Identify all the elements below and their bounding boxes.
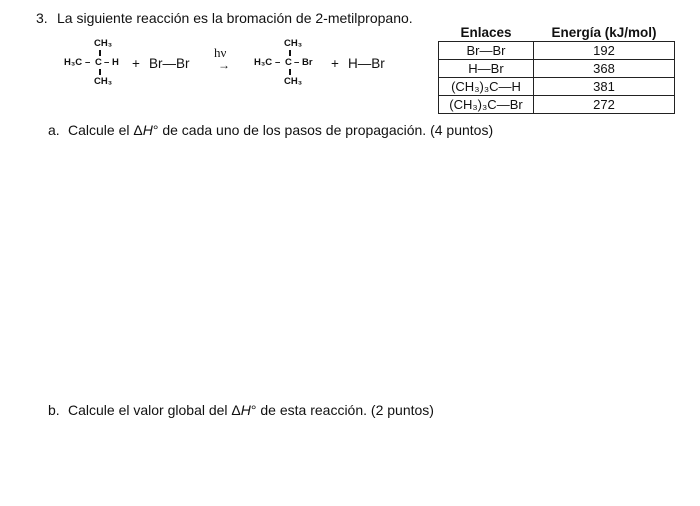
bond-cell: (CH₃)₃C—H <box>439 78 534 96</box>
reactant-top-methyl: CH₃ <box>94 38 113 49</box>
energy-cell: 381 <box>534 78 675 96</box>
energy-cell: 272 <box>534 96 675 114</box>
question-statement: La siguiente reacción es la bromación de 2-metilpropano. <box>57 10 413 26</box>
header-bonds: Enlaces <box>439 24 534 42</box>
bond-line <box>99 50 101 56</box>
bond-dash: – <box>85 57 91 68</box>
bond-cell: Br—Br <box>439 42 534 60</box>
table-header-row <box>439 24 675 42</box>
table-row <box>439 42 675 60</box>
energy-cell: 368 <box>534 60 675 78</box>
bond-dash: – <box>294 57 300 68</box>
bond-cell: (CH₃)₃C—Br <box>439 96 534 114</box>
bond-cell: H—Br <box>439 60 534 78</box>
plus-sign-1: + <box>132 56 140 71</box>
bond-dash: – <box>104 57 110 68</box>
header-energy: Energía (kJ/mol) <box>534 24 675 42</box>
question-number: 3. <box>36 10 48 26</box>
product-central-carbon: C <box>285 57 292 68</box>
part-b-label: b. <box>48 402 60 418</box>
product-tert-butyl-bromide <box>254 39 329 89</box>
product-hydrogen-bromide: H—Br <box>348 56 385 71</box>
part-b-prompt: Calcule el valor global del ΔH° de esta reacción. (2 puntos) <box>68 402 434 418</box>
reactant-isobutane <box>64 39 134 89</box>
bond-line <box>99 69 101 75</box>
product-bromine-atom: Br <box>302 57 313 68</box>
product-left-group: H₃C <box>254 57 273 68</box>
reaction-arrow: → <box>218 58 230 72</box>
table-row <box>439 96 675 114</box>
table-row <box>439 78 675 96</box>
reactant-bromine: Br—Br <box>149 56 190 71</box>
product-bottom-methyl: CH₃ <box>284 76 303 87</box>
part-a-prompt: Calcule el ΔH° de cada uno de los pasos de propagación. (4 puntos) <box>68 122 494 138</box>
reactant-left-group: H₃C <box>64 57 83 68</box>
energy-cell: 192 <box>534 42 675 60</box>
bond-energy-table <box>438 24 675 114</box>
table-row <box>439 60 675 78</box>
bond-line <box>289 69 291 75</box>
plus-sign-2: + <box>331 56 339 71</box>
part-a-label: a. <box>48 122 60 138</box>
reactant-central-carbon: C <box>95 57 102 68</box>
product-top-methyl: CH₃ <box>284 38 303 49</box>
bond-dash: – <box>275 57 281 68</box>
reaction-condition-light: hν <box>214 45 227 60</box>
reactant-hydrogen: H <box>112 57 119 68</box>
reactant-bottom-methyl: CH₃ <box>94 76 113 87</box>
bond-line <box>289 50 291 56</box>
